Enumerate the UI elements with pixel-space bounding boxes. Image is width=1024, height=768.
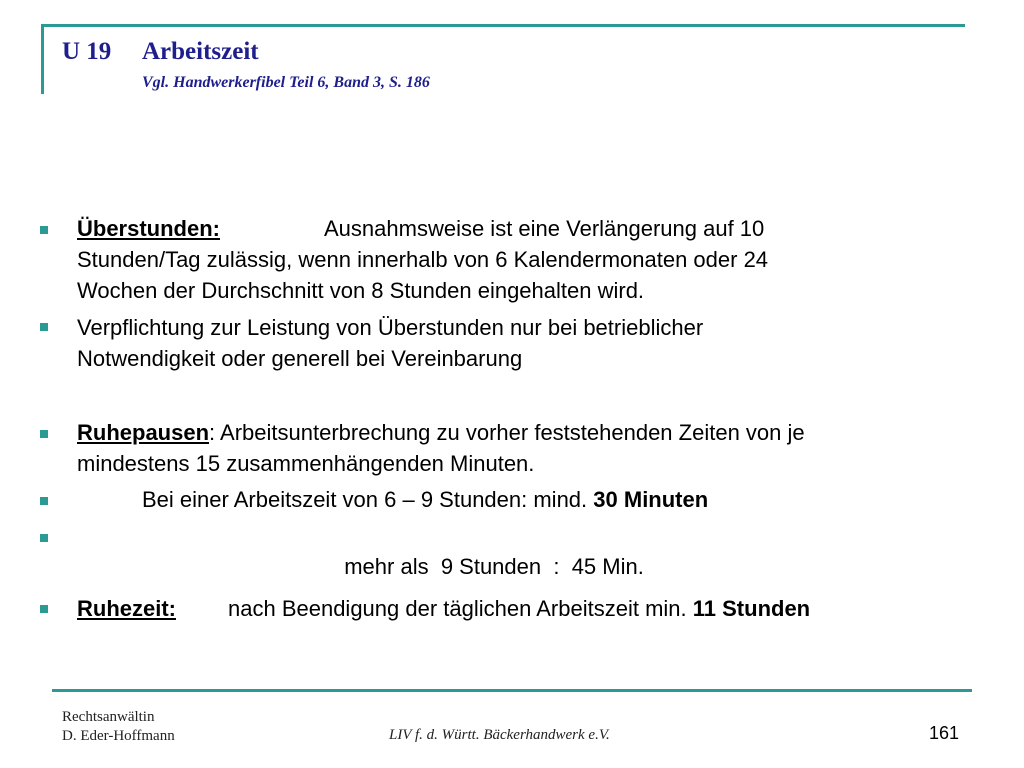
slide-title-text: Arbeitszeit [142, 38, 259, 65]
bullet-marker [40, 430, 48, 438]
footer-organization: LIV f. d. Württ. Bäckerhandwerk e.V. [389, 727, 610, 743]
footer-rule [52, 689, 972, 692]
bullet-marker [40, 323, 48, 331]
bold-value: 30 Minuten [593, 487, 709, 512]
author-title: Rechtsanwältin [62, 709, 155, 725]
bullet-line: Wochen der Durchschnitt von 8 Stunden eingehalten wird. [77, 278, 645, 303]
label-ruhepausen: Ruhepausen [77, 420, 210, 445]
bullet-marker [40, 226, 48, 234]
bullet-marker [40, 605, 48, 613]
header-left-rule [41, 26, 44, 94]
bullet-ruhepausen [77, 417, 805, 479]
bullet-line: Ausnahmsweise ist eine Verlängerung auf 10 [324, 216, 765, 241]
bullet-marker [40, 534, 48, 542]
bullet-verpflichtung [77, 312, 703, 374]
bullet-line: Bei einer Arbeitszeit von 6 – 9 Stunden: mind. [142, 487, 588, 512]
slide-subtitle: Vgl. Handwerkerfibel Teil 6, Band 3, S. 186 [142, 74, 430, 91]
slide-code: U 19 [62, 38, 112, 65]
bullet-line: mehr als 9 Stunden : 45 Min. [344, 554, 644, 579]
slide-title [62, 38, 259, 66]
label-ueberstunden: Überstunden: [77, 216, 220, 241]
bullet-marker [40, 497, 48, 505]
bullet-line: Stunden/Tag zulässig, wenn innerhalb von 6 Kalendermonaten oder 24 [77, 247, 769, 272]
header-top-rule [41, 24, 965, 27]
label-ruhezeit: Ruhezeit: [77, 596, 176, 621]
bullet-line: mindestens 15 zusammenhängenden Minuten. [77, 451, 535, 476]
bullet-ruhezeit [77, 593, 810, 624]
bullet-pause-over-9 [332, 520, 644, 582]
page-number: 161 [929, 723, 960, 743]
bullet-pause-6-9 [142, 484, 708, 515]
bullet-line: : Arbeitsunterbrechung zu vorher feststehenden Zeiten von je [209, 420, 805, 445]
bold-value: 11 Stunden [692, 596, 811, 621]
bullet-line: Verpflichtung zur Leistung von Überstunden nur bei betrieblicher [77, 315, 704, 340]
author-name: D. Eder-Hoffmann [62, 728, 175, 744]
bullet-line: Notwendigkeit oder generell bei Vereinbarung [77, 346, 523, 371]
bullet-line: nach Beendigung der täglichen Arbeitszeit min. [228, 596, 687, 621]
bullet-ueberstunden [77, 213, 768, 306]
footer-author [62, 708, 175, 746]
